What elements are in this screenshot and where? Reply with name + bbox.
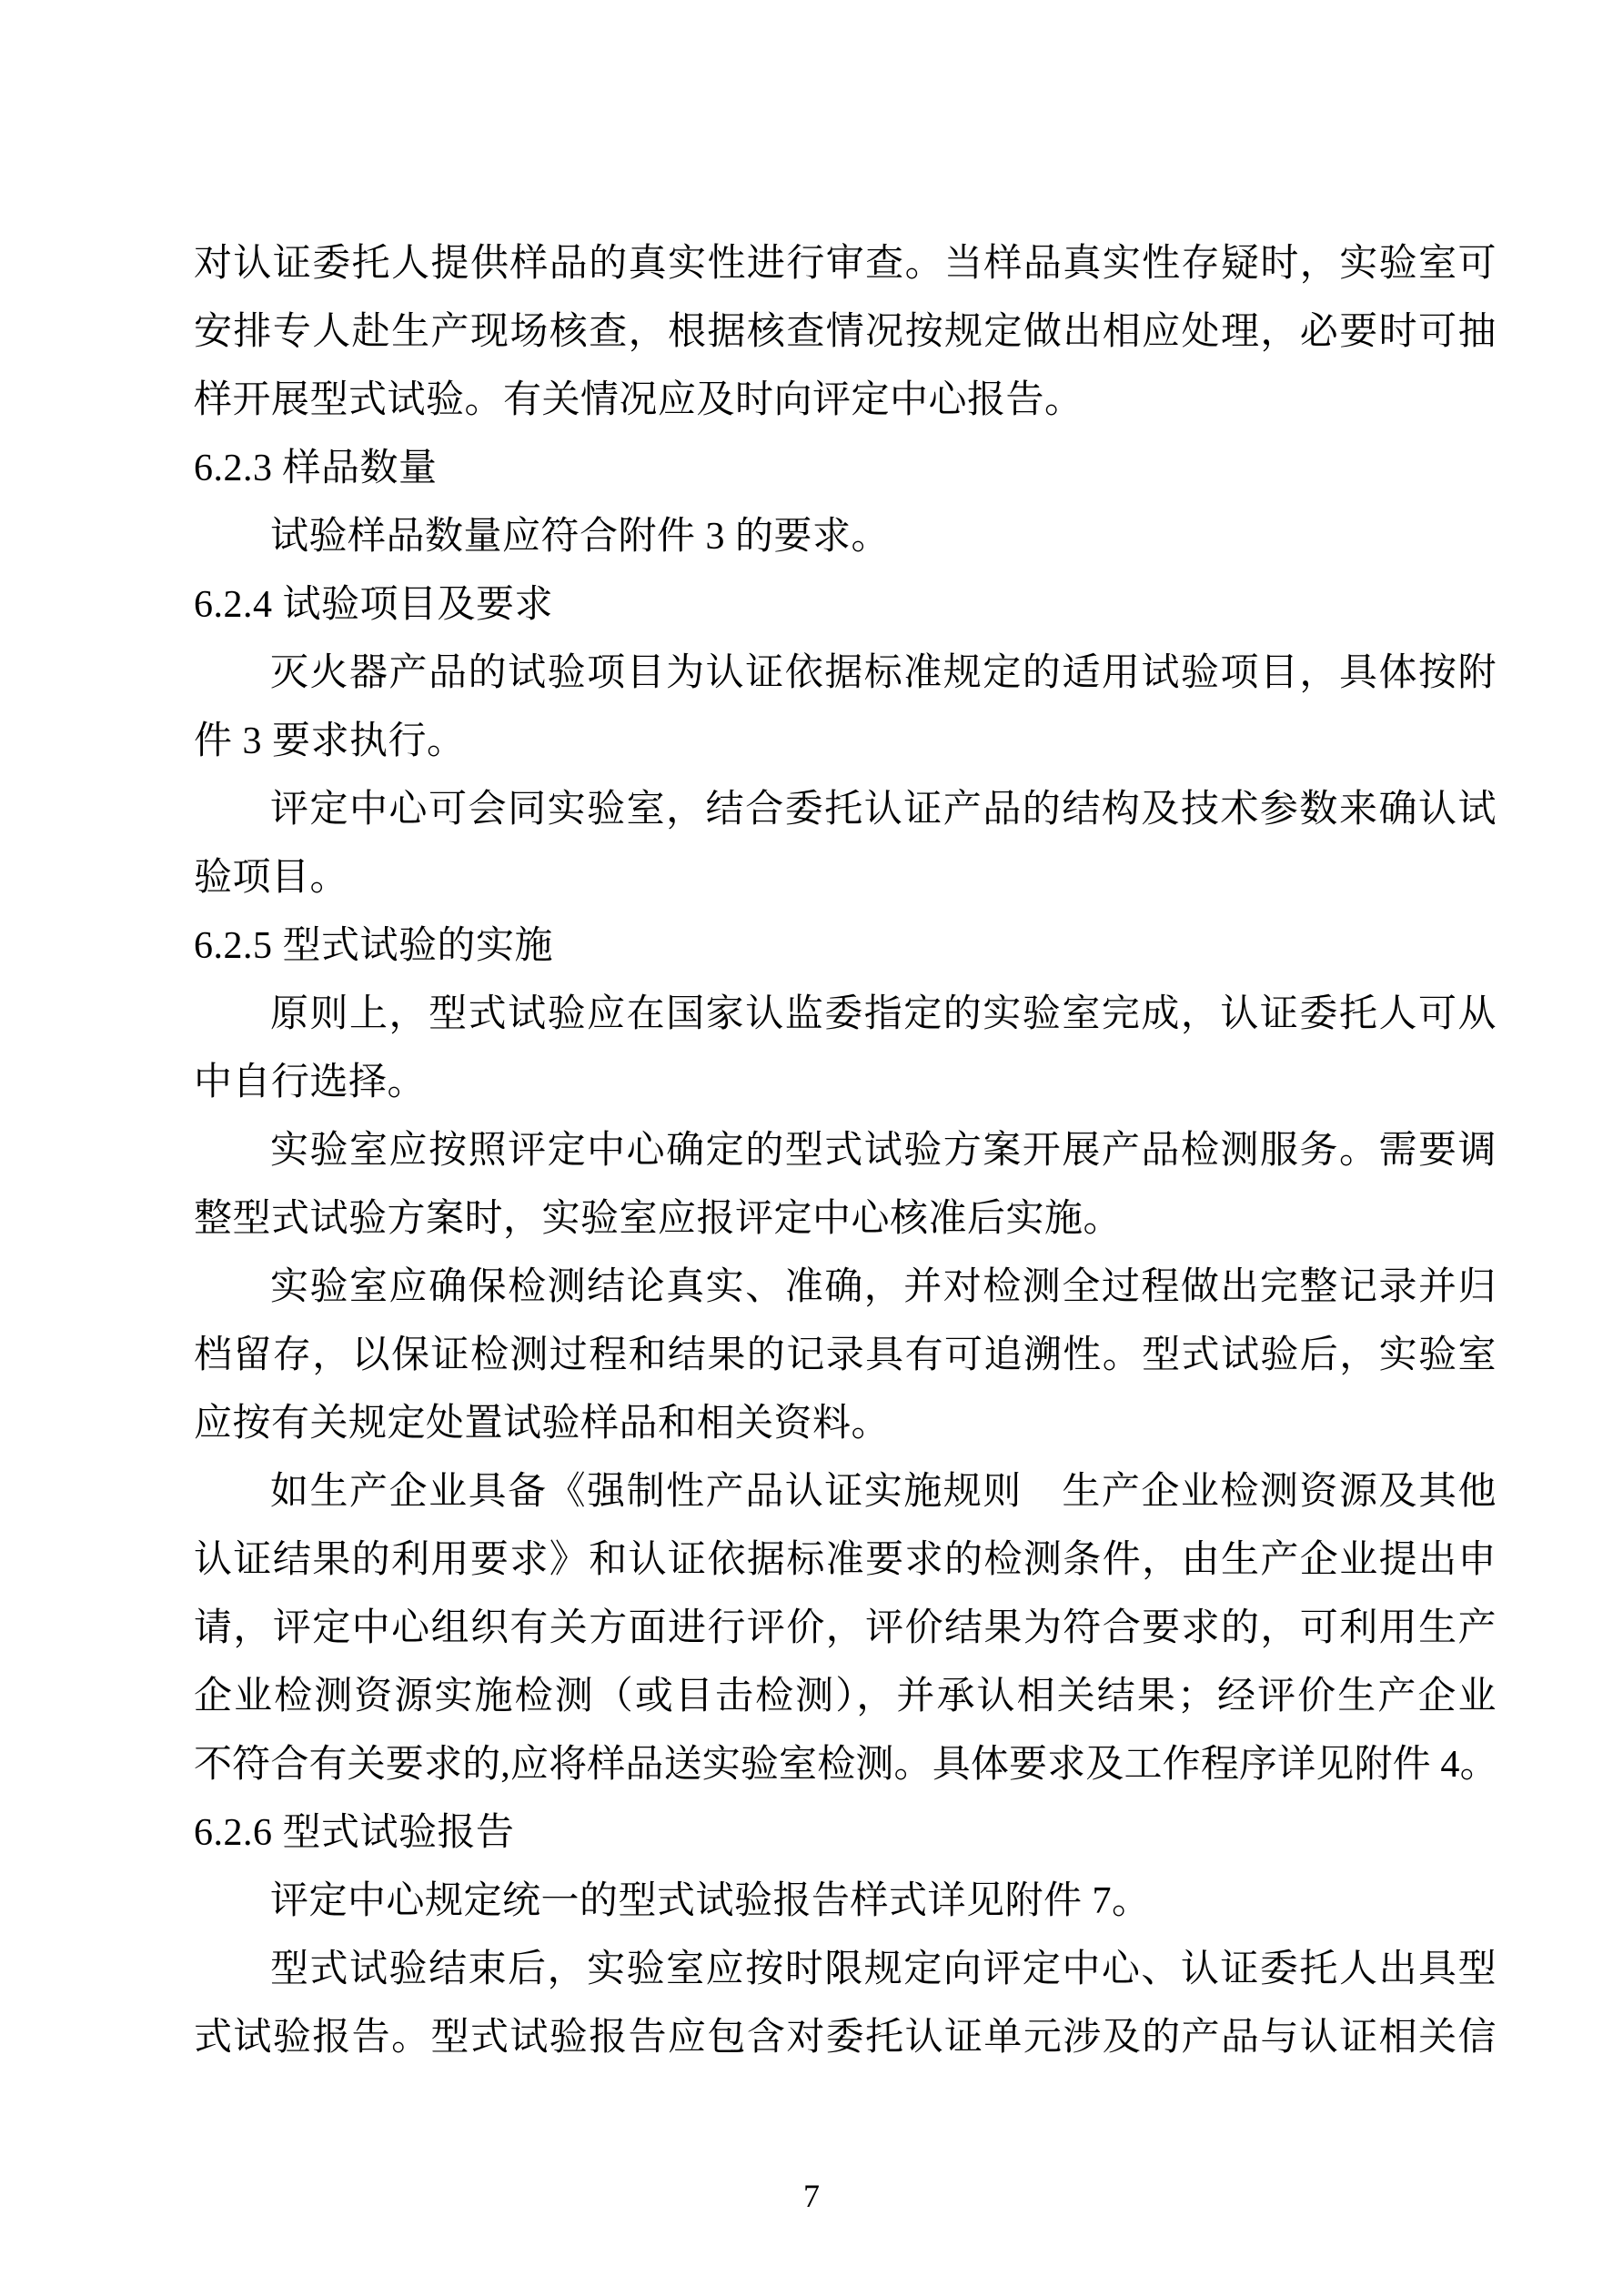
text-line: 评定中心可会同实验室，结合委托认证产品的结构及技术参数来确认试 [270,789,1497,831]
text-line: 试验样品数量应符合附件 3 的要求。 [270,516,891,558]
text-line: 中自行选择。 [194,1062,427,1103]
text-line: 如生产企业具备《强制性产品认证实施规则 生产企业检测资源及其他 [270,1471,1497,1513]
text-line: 安排专人赴生产现场核查，根据核查情况按规定做出相应处理，必要时可抽 [194,311,1497,353]
text-line: 灭火器产品的试验项目为认证依据标准规定的适用试验项目，具体按附 [270,652,1497,694]
text-line: 式试验报告。型式试验报告应包含对委托认证单元涉及的产品与认证相关信 [194,2017,1497,2059]
text-line: 实验室应确保检测结论真实、准确，并对检测全过程做出完整记录并归 [270,1266,1497,1308]
text-line: 应按有关规定处置试验样品和相关资料。 [194,1403,891,1445]
text-line: 原则上，型式试验应在国家认监委指定的实验室完成，认证委托人可从 [270,993,1497,1035]
text-line: 对认证委托人提供样品的真实性进行审查。当样品真实性存疑时，实验室可 [194,243,1497,285]
text-line: 型式试验结束后，实验室应按时限规定向评定中心、认证委托人出具型 [270,1949,1497,1990]
text-line: 请，评定中心组织有关方面进行评价，评价结果为符合要求的，可利用生产 [194,1607,1497,1649]
text-line: 验项目。 [194,857,349,899]
section-heading: 6.2.3 样品数量 [194,448,438,489]
text-line: 档留存，以保证检测过程和结果的记录具有可追溯性。型式试验后，实验室 [194,1334,1497,1376]
text-line: 整型式试验方案时，实验室应报评定中心核准后实施。 [194,1198,1123,1240]
text-line: 样开展型式试验。有关情况应及时向评定中心报告。 [194,379,1084,421]
text-line: 企业检测资源实施检测（或目击检测），并承认相关结果；经评价生产企业 [194,1676,1497,1717]
page-number: 7 [803,2178,820,2214]
text-line: 实验室应按照评定中心确定的型式试验方案开展产品检测服务。需要调 [270,1130,1497,1172]
text-line: 不符合有关要求的,应将样品送实验室检测。具体要求及工作程序详见附件 4。 [194,1744,1497,1786]
section-heading: 6.2.6 型式试验报告 [194,1812,515,1854]
text-line: 评定中心规定统一的型式试验报告样式详见附件 7。 [270,1880,1151,1922]
section-heading: 6.2.4 试验项目及要求 [194,584,554,626]
section-heading: 6.2.5 型式试验的实施 [194,925,554,967]
text-line: 件 3 要求执行。 [194,720,466,762]
text-block [194,230,1497,2072]
text-line: 认证结果的利用要求》和认证依据标准要求的检测条件，由生产企业提出申 [194,1539,1497,1581]
